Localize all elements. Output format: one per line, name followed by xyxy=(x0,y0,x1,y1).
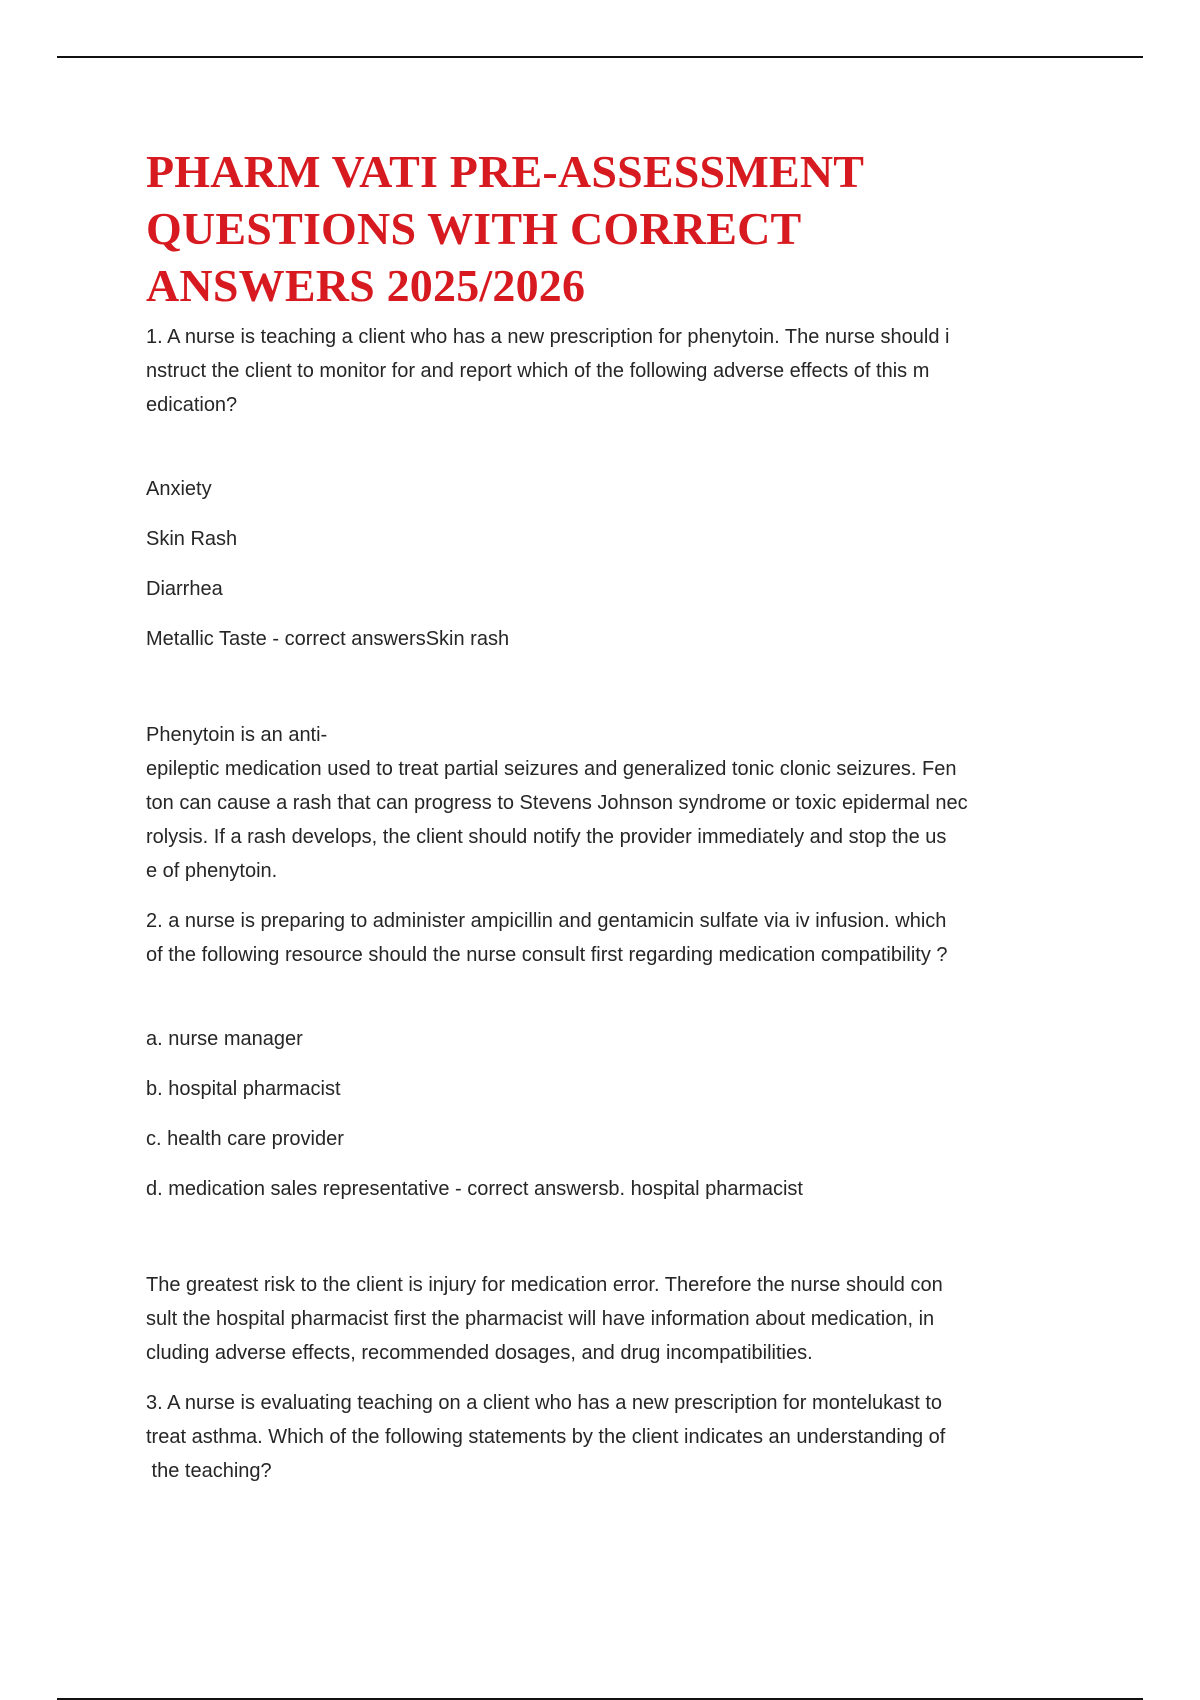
question-2-option: b. hospital pharmacist xyxy=(146,1078,341,1100)
stem-line: 2. a nurse is preparing to administer ampicillin and gentamicin sulfate via iv infusion. which xyxy=(146,910,947,932)
question-1 xyxy=(146,320,1066,888)
question-2-explanation xyxy=(146,1268,1066,1370)
explanation-line: e of phenytoin. xyxy=(146,860,278,882)
question-2-stem xyxy=(146,904,1066,972)
title-line: QUESTIONS WITH CORRECT xyxy=(146,203,802,254)
stem-line: treat asthma. Which of the following statements by the client indicates an understanding of xyxy=(146,1426,946,1448)
question-3 xyxy=(146,1386,1066,1488)
explanation-line: rolysis. If a rash develops, the client should notify the provider immediately and stop the us xyxy=(146,826,947,848)
explanation-line: The greatest risk to the client is injury for medication error. Therefore the nurse should con xyxy=(146,1274,943,1296)
stem-line: nstruct the client to monitor for and report which of the following adverse effects of this m xyxy=(146,360,930,382)
question-2-answer: d. medication sales representative - correct answersb. hospital pharmacist xyxy=(146,1178,803,1200)
title-line: ANSWERS 2025/2026 xyxy=(146,260,586,311)
spacer xyxy=(146,672,1066,718)
spacer xyxy=(146,972,1066,1022)
question-1-stem xyxy=(146,320,1066,422)
explanation-line: sult the hospital pharmacist first the pharmacist will have information about medication, in xyxy=(146,1308,935,1330)
stem-line: of the following resource should the nurse consult first regarding medication compatibility ? xyxy=(146,944,948,966)
spacer xyxy=(146,422,1066,472)
document-title xyxy=(146,143,1066,314)
stem-line: edication? xyxy=(146,394,238,416)
question-2-option: a. nurse manager xyxy=(146,1028,303,1050)
question-1-explanation xyxy=(146,718,1066,888)
question-1-option: Diarrhea xyxy=(146,578,223,600)
question-3-stem xyxy=(146,1386,1066,1488)
stem-line: 1. A nurse is teaching a client who has a new prescription for phenytoin. The nurse should i xyxy=(146,326,950,348)
question-2 xyxy=(146,904,1066,1370)
stem-line: 3. A nurse is evaluating teaching on a client who has a new prescription for montelukast to xyxy=(146,1392,943,1414)
spacer xyxy=(146,1222,1066,1268)
question-1-answer: Metallic Taste - correct answersSkin rash xyxy=(146,628,510,650)
explanation-line: epileptic medication used to treat partial seizures and generalized tonic clonic seizures. Fen xyxy=(146,758,957,780)
title-line: PHARM VATI PRE-ASSESSMENT xyxy=(146,146,865,197)
stem-line: the teaching? xyxy=(146,1460,272,1482)
document-page xyxy=(146,143,1066,1488)
question-1-option: Anxiety xyxy=(146,478,212,500)
question-1-option: Skin Rash xyxy=(146,528,238,550)
question-2-option: c. health care provider xyxy=(146,1128,344,1150)
top-divider xyxy=(57,56,1143,58)
explanation-line: cluding adverse effects, recommended dosages, and drug incompatibilities. xyxy=(146,1342,813,1364)
explanation-line: Phenytoin is an anti- xyxy=(146,724,328,746)
explanation-line: ton can cause a rash that can progress to Stevens Johnson syndrome or toxic epidermal nec xyxy=(146,792,968,814)
